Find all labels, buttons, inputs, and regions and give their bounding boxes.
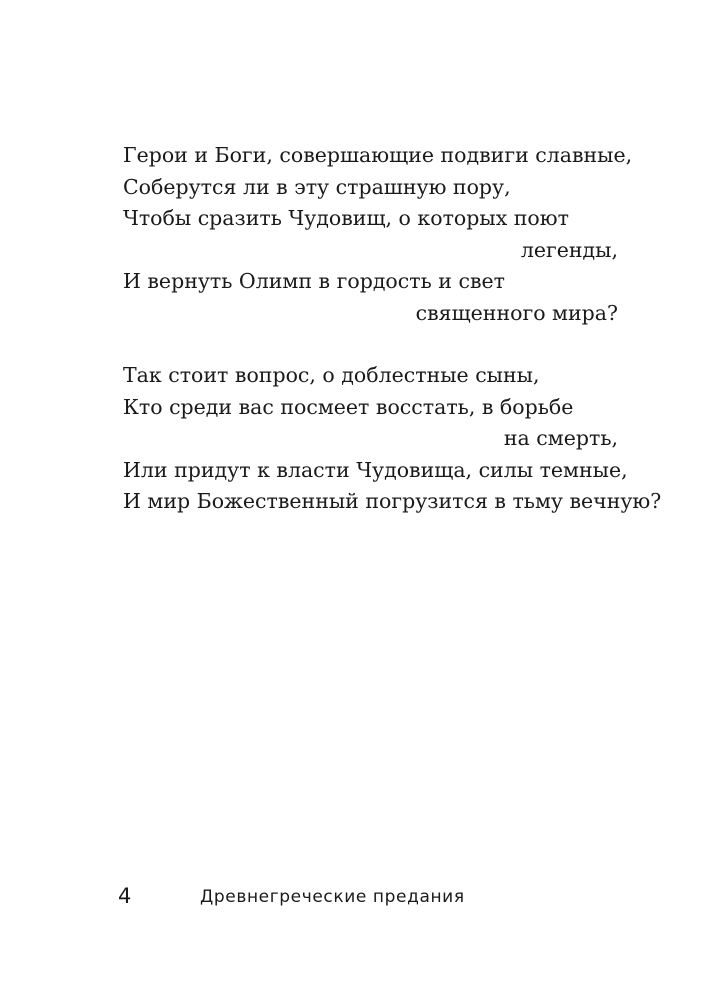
poem-line: И вернуть Олимп в гордость и свет [123, 269, 505, 293]
stanza-2 [123, 360, 662, 518]
poem-line: Или придут к власти Чудовища, силы темные, [123, 457, 628, 482]
poem-line: Герои и Боги, совершающие подвиги славные, [123, 143, 633, 167]
poem-line: Так стоит вопрос, о доблестные сыны, [123, 363, 540, 387]
poem-line-continuation: священного мира? [415, 300, 618, 325]
poem-line: И мир Божественный погрузится в тьму вечную? [123, 489, 662, 513]
running-title: Древнегреческие предания [200, 887, 465, 907]
page-footer [118, 880, 618, 912]
poem-line: Кто среди вас посмеет восстать, в борьбе [123, 394, 574, 419]
page-number: 4 [118, 884, 132, 908]
poem-line: Соберутся ли в эту страшную пору, [123, 174, 511, 199]
poem [123, 140, 662, 518]
poem-line-continuation: легенды, [520, 237, 618, 262]
poem-line-continuation: на смерть, [503, 426, 618, 450]
stanza-1 [123, 140, 633, 329]
poem-line: Чтобы сразить Чудовищ, о которых поют [123, 206, 569, 230]
